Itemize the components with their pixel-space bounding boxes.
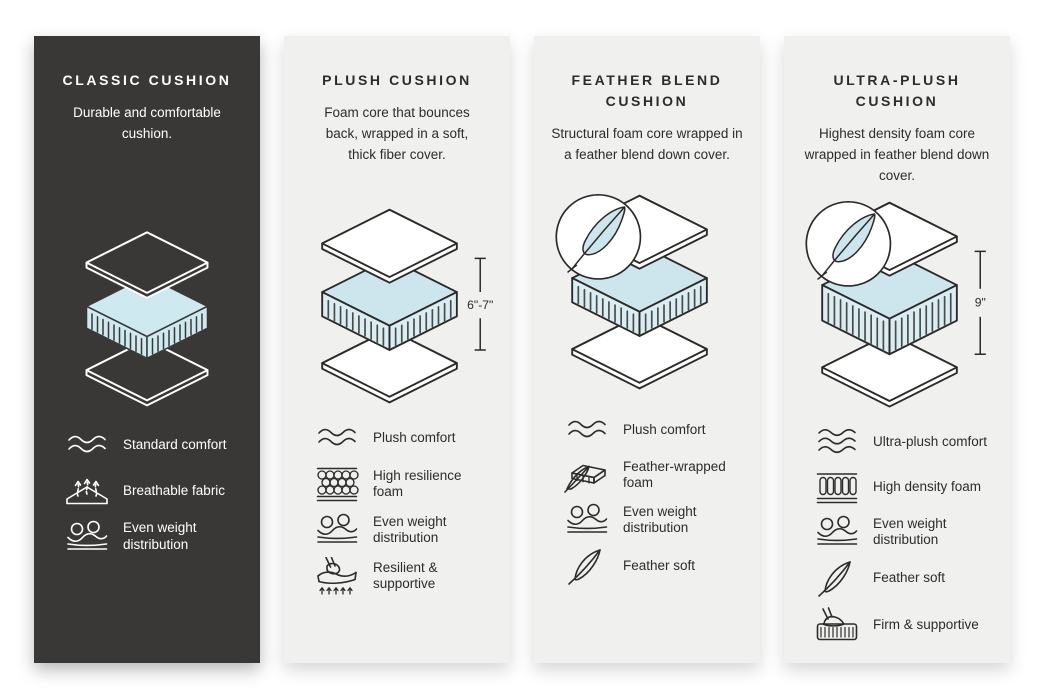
column-title: PLUSH CUSHION xyxy=(322,72,472,88)
waves-icon xyxy=(564,415,610,445)
feature-label: Even weight distribution xyxy=(623,503,697,536)
waves-icon xyxy=(64,430,110,460)
layered-cushion-diagram-icon xyxy=(796,199,998,408)
feature-label: Breathable fabric xyxy=(123,482,226,498)
feature-row xyxy=(814,606,998,644)
breathable-fabric-icon xyxy=(64,473,110,509)
feature-label: Even weight distribution xyxy=(373,513,447,546)
waves-3-icon xyxy=(814,426,860,458)
waves-icon xyxy=(314,423,360,453)
feature-row xyxy=(564,457,748,493)
measurement-label: 6"-7" xyxy=(467,297,494,312)
feature-label: Firm & supportive xyxy=(873,617,979,632)
feature-row xyxy=(814,424,998,460)
feature-label: Plush comfort xyxy=(623,421,706,437)
cushion-illustration xyxy=(546,192,748,390)
cushion-illustration xyxy=(796,199,998,408)
feature-label: Resilient & supportive xyxy=(373,559,438,592)
feature-label: High density foam xyxy=(873,479,982,494)
feature-row xyxy=(314,465,498,503)
feature-row xyxy=(64,519,248,555)
layered-cushion-diagram-icon xyxy=(63,229,231,407)
cushion-illustration xyxy=(46,229,248,407)
column-title: ULTRA-PLUSH CUSHION xyxy=(833,72,961,109)
measurement-bracket xyxy=(467,258,493,350)
feature-row xyxy=(814,559,998,597)
feature-row xyxy=(814,469,998,505)
column-description: Foam core that bounces back, wrapped in a soft, thick fiber cover. xyxy=(324,105,470,162)
firm-supportive-icon xyxy=(814,606,860,644)
column-title: CLASSIC CUSHION xyxy=(62,72,232,88)
feature-row xyxy=(64,473,248,509)
feather-badge xyxy=(556,195,640,279)
resilience-foam-icon xyxy=(314,465,360,503)
feature-row xyxy=(314,420,498,456)
feature-row xyxy=(564,412,748,448)
feature-list xyxy=(296,420,498,595)
feature-label: Ultra-plush comfort xyxy=(873,434,988,449)
even-weight-icon xyxy=(814,515,860,549)
feature-list xyxy=(796,424,998,644)
resilient-supportive-icon xyxy=(314,557,360,595)
column-description: Durable and comfortable cushion. xyxy=(73,105,221,141)
even-weight-icon xyxy=(564,503,610,537)
feature-row xyxy=(64,427,248,463)
feature-label: Even weight distribution xyxy=(873,515,947,548)
column-plush-cushion xyxy=(284,36,510,663)
column-description: Highest density foam core wrapped in feather blend down cover. xyxy=(804,126,990,183)
top-cover-layer xyxy=(87,232,208,298)
column-classic-cushion xyxy=(34,36,260,663)
column-title: FEATHER BLEND CUSHION xyxy=(571,72,723,109)
feature-label: Even weight distribution xyxy=(123,520,197,552)
feature-row xyxy=(564,502,748,538)
feature-list xyxy=(546,412,748,585)
feature-label: Feather soft xyxy=(873,570,946,585)
feature-label: High resilience foam xyxy=(373,467,462,500)
feature-label: Standard comfort xyxy=(123,436,227,452)
column-feather-blend-cushion xyxy=(534,36,760,663)
even-weight-icon xyxy=(314,513,360,547)
feature-list xyxy=(46,427,248,555)
feather-icon xyxy=(564,547,610,585)
measurement-label: 9" xyxy=(974,295,986,310)
layered-cushion-diagram-icon xyxy=(546,192,748,390)
feature-label: Feather soft xyxy=(623,557,696,573)
feature-label: Feather-wrapped foam xyxy=(623,458,726,491)
feature-row xyxy=(564,547,748,585)
top-cover-layer xyxy=(322,210,457,283)
measurement-bracket xyxy=(975,251,986,354)
feature-row xyxy=(814,514,998,550)
high-density-foam-icon xyxy=(814,470,860,504)
feather-icon xyxy=(814,559,860,597)
feather-badge xyxy=(806,202,890,286)
column-description: Structural foam core wrapped in a feather blend down cover. xyxy=(551,126,743,162)
feature-row xyxy=(314,512,498,548)
layered-cushion-diagram-icon xyxy=(296,206,498,404)
cushion-illustration xyxy=(296,206,498,404)
feature-label: Plush comfort xyxy=(373,429,456,445)
column-ultra-plush-cushion xyxy=(784,36,1010,663)
feature-row xyxy=(314,557,498,595)
even-weight-icon xyxy=(64,520,110,554)
feather-wrapped-foam-icon xyxy=(564,457,610,493)
